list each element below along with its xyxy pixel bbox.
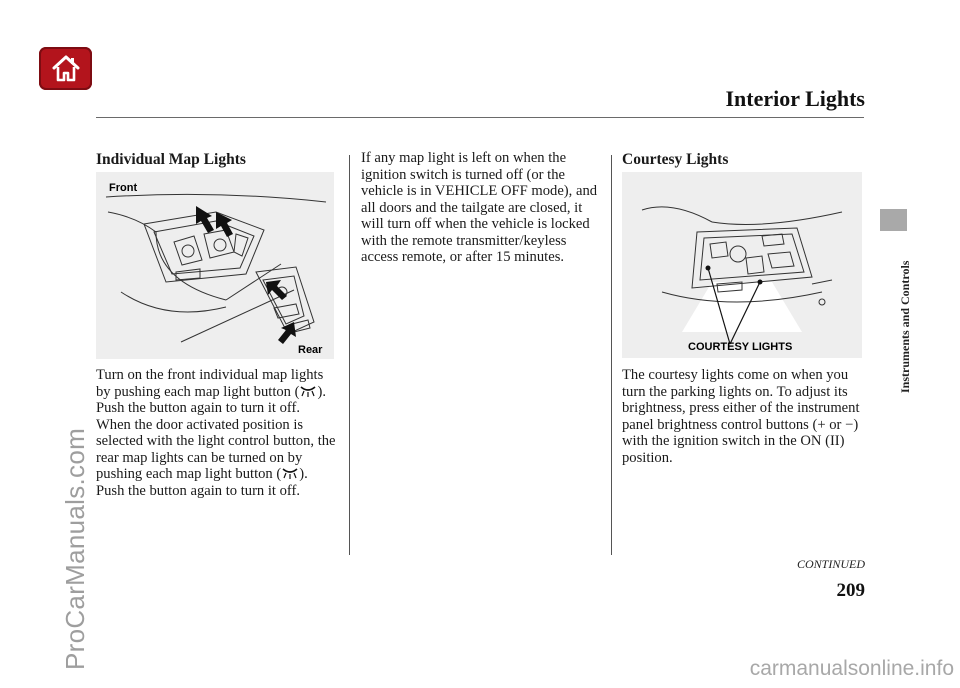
auto-off-paragraph: If any map light is left on when the ignition switch is turned off (or the vehicle is in VEHICLE OFF mode), and all doors and the tailgate are closed, it will turn off when the vehicle is locked with the remote transmitter/keyless access remote, or after 15 minutes. [361, 150, 598, 265]
bottom-watermark: carmanualsonline.info [749, 657, 954, 680]
chapter-tab[interactable] [880, 209, 907, 231]
courtesy-lights-illustration [622, 172, 862, 358]
para-text: ). Push the button again to turn it off. When the door activated position is selected with the light control button, the rear map lights can be turned on by pushing each map light button ( [96, 383, 336, 482]
vertical-watermark [54, 240, 94, 680]
minus-button-symbol: − [845, 416, 854, 433]
map-light-icon [281, 466, 299, 480]
courtesy-lights-label: COURTESY LIGHTS [688, 341, 793, 353]
map-lights-heading: Individual Map Lights [96, 151, 246, 168]
column-divider [611, 155, 612, 555]
vertical-watermark-text: ProCarManuals.com [60, 427, 90, 670]
map-lights-figure [96, 172, 334, 359]
page-number: 209 [836, 580, 865, 601]
courtesy-lights-figure [622, 172, 862, 358]
home-button[interactable] [39, 47, 92, 90]
courtesy-lights-heading: Courtesy Lights [622, 151, 729, 168]
para-text: Turn on the front individual map lights by pushing each map light button ( [96, 367, 324, 400]
chapter-label [878, 238, 912, 398]
column-divider [349, 155, 350, 555]
rear-label: Rear [298, 344, 323, 356]
home-icon [50, 53, 82, 83]
para-text: ). Push the button again to turn it off. [96, 466, 308, 499]
section-title: Interior Lights [725, 86, 865, 111]
front-label: Front [109, 182, 138, 194]
title-rule [96, 117, 864, 118]
map-light-icon [299, 384, 317, 398]
chapter-label-text: Instruments and Controls [898, 260, 912, 393]
courtesy-lights-paragraph [622, 367, 864, 466]
para-text: ) with the ignition switch in the ON (II) position. [622, 416, 859, 466]
map-lights-paragraph [96, 367, 338, 499]
plus-button-symbol: + [817, 416, 826, 433]
para-text: The courtesy lights come on when you turn the parking lights on. To adjust its brightness, press either of the instrument panel brightness control buttons ( [622, 367, 860, 433]
para-text: or [825, 416, 846, 433]
continued-label: CONTINUED [796, 557, 865, 571]
map-lights-illustration [96, 172, 334, 359]
